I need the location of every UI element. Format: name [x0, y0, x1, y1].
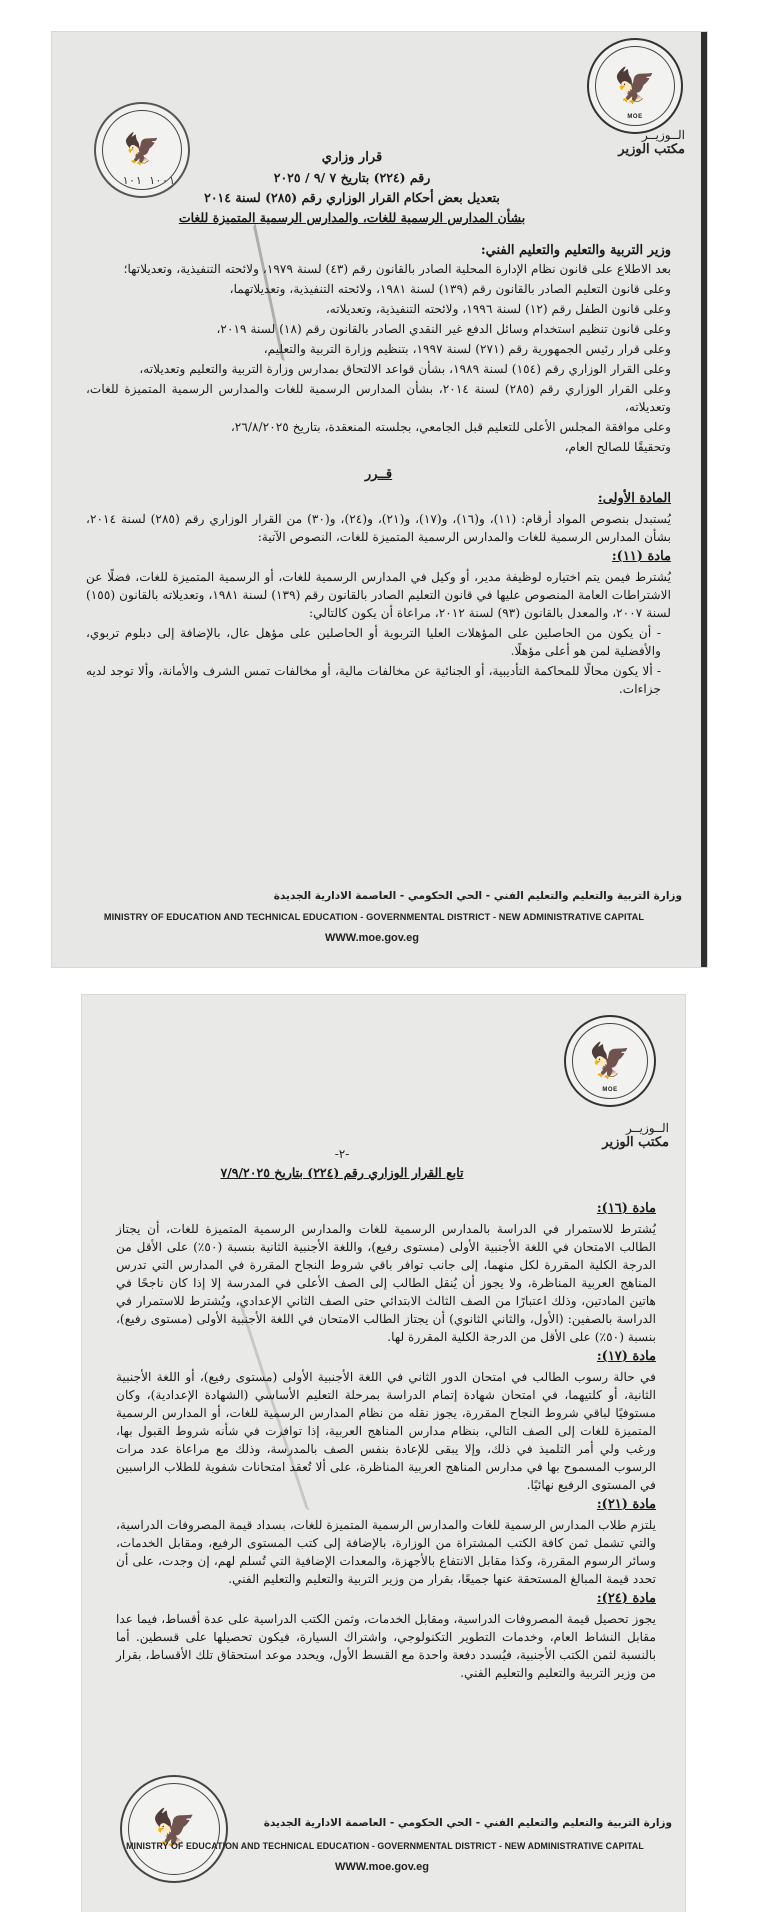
article-24-heading: مادة (٢٤):	[596, 1591, 656, 1606]
page-number: -٢-	[334, 1147, 350, 1161]
decides-heading: قــرر	[364, 467, 393, 482]
ministry-seal	[564, 1015, 656, 1107]
scan-edge	[701, 32, 707, 967]
preamble-clause: وعلى قانون التعليم الصادر بالقانون رقم (١٣٩) لسنة ١٩٨١، ولائحته التنفيذية، وتعديلاتهما،	[229, 282, 671, 296]
preamble-clause: بعد الاطلاع على قانون نظام الإدارة المحلية الصادر بالقانون رقم (٤٣) لسنة ١٩٧٩، ولائحته التنفيذية، وتعديلاتها؛	[123, 262, 671, 276]
article-21-text: يلتزم طلاب المدارس الرسمية للغات والمدارس الرسمية المتميزة للغات، بسداد قيمة المصروفات الدراسية، والتي تشمل ثمن كافة الكتب المشتراة من الوزارة، بالإضافة إلى كتب المستوى الرفيع، ومقابل الخدمات، وسائر الرسوم المقررة، وكذا مقابل الانتفاع بالأجهزة، والمعدات الإضافية التي تُسلم لهم، إن وجدت، على أن تحدد قيمة المبالغ المستحقة عنها جميعًا، بقرار من وزير التربية والتعليم والتعليم الفني.	[116, 1518, 656, 1586]
article-11-item: - أن يكون من الحاصلين على المؤهلات العليا التربوية أو الحاصلين على مؤهل عال، بالإضافة إلى دبلوم تربوي، والأفضلية لمن هو أعلى مؤهلًا.	[86, 626, 661, 658]
seal-text: MOE	[602, 1087, 618, 1093]
continuation-title: تابع القرار الوزاري رقم (٢٢٤) بتاريخ ٧/٩/٢٠٢٥	[220, 1165, 464, 1180]
preamble-clause: وتحقيقًا للصالح العام،	[564, 440, 671, 454]
preamble-clause: وعلى قرار رئيس الجمهورية رقم (٢٧١) لسنة ١٩٩٧، بتنظيم وزارة التربية والتعليم،	[263, 342, 671, 356]
preamble-clause: وعلى القرار الوزاري رقم (٢٨٥) لسنة ٢٠١٤، بشأن المدارس الرسمية للغات والمدارس الرسمية المتميزة للغات، وتعديلاته،	[86, 382, 671, 414]
eagle-emblem-icon: 🦅	[123, 132, 161, 167]
ministry-seal	[587, 38, 683, 134]
article-16-heading: مادة (١٦):	[596, 1201, 656, 1216]
preamble-clause: وعلى موافقة المجلس الأعلى للتعليم قبل الجامعي، بجلسته المنعقدة، بتاريخ ٢٦/٨/٢٠٢٥،	[230, 420, 671, 434]
minister-office	[529, 1121, 669, 1150]
decree-title: قرار وزاري	[321, 150, 383, 165]
minister-office	[545, 128, 685, 157]
footer-address-english: MINISTRY OF EDUCATION AND TECHNICAL EDUCATION - GOVERNMENTAL DISTRICT - NEW ADMINISTRATIVE CAPITAL	[126, 1841, 644, 1851]
seal-text: MOE	[627, 114, 643, 120]
preamble-clause: وعلى قانون الطفل رقم (١٢) لسنة ١٩٩٦، ولائحته التنفيذية، وتعديلاته،	[325, 302, 671, 316]
footer-address-arabic: وزارة التربية والتعليم والتعليم الفني - الحي الحكومي - العاصمة الادارية الجديدة	[273, 890, 682, 902]
subject-line-2: بشأن المدارس الرسمية للغات، والمدارس الرسمية المتميزة للغات	[178, 210, 526, 225]
article-11-item: - ألا يكون محالًا للمحاكمة التأديبية، أو الجنائية عن مخالفات مالية، أو مخالفات تمس الشرف والأمانة، وألا توجد لديه جزاءات.	[86, 664, 661, 696]
office-name: مكتب الوزير	[618, 142, 685, 157]
article-1-text: يُستبدل بنصوص المواد أرقام: (١١)، و(١٦)، و(١٧)، و(٢١)، و(٢٤)، و(٣٠) من القرار الوزاري رقم (٢٨٥) لسنة ٢٠١٤، بشأن المدارس الرسمية للغات والمدارس الرسمية المتميزة للغات، النصوص الآتية:	[86, 512, 671, 544]
document-page-2	[82, 995, 685, 1912]
subject-line-1: بتعديل بعض أحكام القرار الوزاري رقم (٢٨٥) لسنة ٢٠١٤	[204, 190, 500, 205]
footer-address-arabic: وزارة التربية والتعليم والتعليم الفني - الحي الحكومي - العاصمة الادارية الجديدة	[263, 1817, 672, 1829]
article-11-text: يُشترط فيمن يتم اختياره لوظيفة مدير، أو وكيل في المدارس الرسمية للغات، أو الرسمية المتميزة للغات، فضلًا عن الاشتراطات العامة المنصوص عليها في قانون التعليم الصادر بالقانون رقم (١٣٩) لسنة ١٩٨١، وتعديلاته بالقانون (١٥٥) لسنة ٢٠٠٧، والمعدل بالقانون (٩٣) لسنة ٢٠١٢، مراعاة أن يكون كالتالي:	[86, 570, 671, 620]
footer-address-english: MINISTRY OF EDUCATION AND TECHNICAL EDUCATION - GOVERNMENTAL DISTRICT - NEW ADMINISTRATIVE CAPITAL	[103, 912, 645, 922]
preamble-clause: وعلى القرار الوزاري رقم (١٥٤) لسنة ١٩٨٩، بشأن قواعد الالتحاق بمدارس وزارة التربية والتعليم وتعديلاته،	[139, 362, 671, 376]
decree-number: رقم (٢٢٤) بتاريخ ٧ /٩ / ٢٠٢٥	[273, 170, 431, 185]
footer-website: WWW.moe.gov.eg	[325, 932, 419, 944]
article-24-text: يجوز تحصيل قيمة المصروفات الدراسية، ومقابل الخدمات، وثمن الكتب الدراسية على عدة أقساط، فيما عدا مقابل النشاط العام، وخدمات التطوير التكنولوجي، واشتراك السيارة، فيكون تحصيلها على قسطين. أما بالنسبة لثمن الكتب الأجنبية، فيُسدد دفعة واحدة مع القسط الأول، ويحدد موعد استحقاق تلك الأقساط، بقرار من وزير التربية والتعليم والتعليم الفني.	[116, 1612, 656, 1680]
article-17-heading: مادة (١٧):	[596, 1349, 656, 1364]
footer-website: WWW.moe.gov.eg	[335, 1861, 429, 1873]
article-17-text: في حالة رسوب الطالب في امتحان الدور الثاني في اللغة الأجنبية الأولى (مستوى رفيع)، أو اللغة الأجنبية الثانية، أو كلتيهما، في امتحان شهادة إتمام الدراسة بمرحلة التعليم الأساسي (الشهادة الإعدادية)، وكان مستوفيًا لباقي شروط النجاح المقررة، يجوز نقله من نظام المدارس الرسمية للغات، أو المدارس الرسمية المتميزة للغات إلى الصف التالي، بنظام مدارس المناهج العربية، إذا توافرت في شأنه شروط القبول بها، ورغب ولي أمر التلميذ في ذلك، وإلا يبقى للإعادة بنفس الصف بالمدرسة، وذلك مع مراعاة عدد مرات الرسوب المسموح بها في مدارس المناهج العربية المناظرة، على ألا تُعقد امتحانات شفوية للطلاب الراسبين في المستوى الرفيع نهائيًا.	[116, 1370, 656, 1492]
office-minister-label: الــوزيــر	[641, 128, 685, 142]
minister-heading: وزير التربية والتعليم والتعليم الفني:	[480, 243, 671, 258]
eagle-emblem-icon: 🦅	[151, 1808, 197, 1849]
document-page-1	[52, 32, 707, 967]
preamble-clause: وعلى قانون تنظيم استخدام وسائل الدفع غير النقدي الصادر بالقانون رقم (١٨) لسنة ٢٠١٩،	[216, 322, 671, 336]
article-16-text: يُشترط للاستمرار في الدراسة بالمدارس الرسمية للغات والمدارس الرسمية المتميزة للغات، أن يجتاز الطالب الامتحان في اللغة الأجنبية الأولى (مستوى رفيع)، واللغة الأجنبية الثانية بنسبة (٥٠٪) على الأقل من الدرجة الكلية المقررة لكل منهما، إلى جانب توافر باقي شروط النجاح المقررة في المدارس التي تدرس المناهج العربية المناظرة، ولا يجوز أن يُنقل الطالب إلى الصف الأعلى في المدرسة إلا إذا كان ناجحًا في هاتين المادتين، وذلك اعتبارًا من الصف الثالث الابتدائي حتى الصف الثاني الإعدادي، ويُشترط للاستمرار في الدراسة بالصفين: (الأول، والثاني الثانوي) أن يجتاز الطالب الامتحان في اللغة الأجنبية الأولى (مستوى رفيع)، بنسبة (٥٠٪) على الأقل من الدرجة الكلية المقررة لها.	[116, 1222, 656, 1344]
eagle-emblem-icon: 🦅	[588, 1041, 632, 1081]
office-name: مكتب الوزير	[602, 1135, 669, 1150]
stamp-number: ١٠٠١ ١٠١	[122, 174, 175, 187]
decree-body	[86, 242, 671, 700]
decree-body-continued	[116, 1200, 656, 1684]
article-1-heading: المادة الأولى:	[597, 491, 671, 506]
office-minister-label: الــوزيــر	[625, 1121, 669, 1135]
eagle-emblem-icon: 🦅	[613, 66, 657, 106]
article-21-heading: مادة (٢١):	[596, 1497, 656, 1512]
article-11-heading: مادة (١١):	[611, 549, 671, 564]
